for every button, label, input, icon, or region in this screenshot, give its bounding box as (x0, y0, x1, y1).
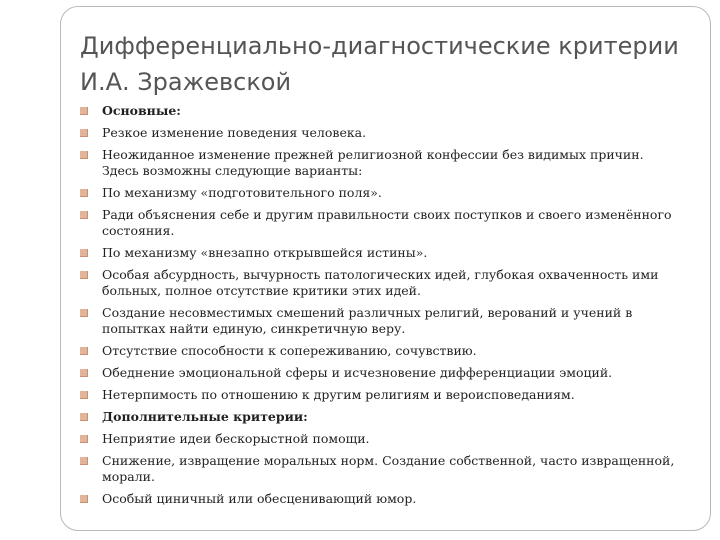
bullet-square-icon (80, 189, 88, 197)
bullet-square-icon (80, 391, 88, 399)
bullet-item (80, 103, 682, 119)
bullet-item (80, 409, 682, 425)
bullet-item (80, 491, 682, 507)
bullet-text: Отсутствие способности к сопереживанию, сочувствию. (102, 343, 477, 358)
bullet-square-icon (80, 413, 88, 421)
bullet-square-icon (80, 369, 88, 377)
bullet-text: Неожиданное изменение прежней религиозной конфессии без видимых причин. Здесь возможны следующие варианты: (102, 147, 644, 178)
bullet-item (80, 431, 682, 447)
bullet-text: Особая абсурдность, вычурность патологических идей, глубокая охваченность ими больных, полное отсутствие критики этих идей. (102, 267, 659, 298)
bullet-text: Основные: (102, 103, 181, 118)
bullet-text: Резкое изменение поведения человека. (102, 125, 367, 140)
bullet-item (80, 185, 682, 201)
bullet-list (80, 103, 682, 513)
bullet-square-icon (80, 495, 88, 503)
bullet-item (80, 125, 682, 141)
bullet-item (80, 245, 682, 261)
bullet-text: По механизму «внезапно открывшейся истины». (102, 245, 428, 260)
bullet-square-icon (80, 211, 88, 219)
bullet-text: Ради объяснения себе и другим правильности своих поступков и своего изменённого состояния. (102, 207, 672, 238)
bullet-square-icon (80, 249, 88, 257)
slide-title: Дифференциально-диагностические критерии И.А. Зражевской (80, 32, 679, 96)
bullet-text: Снижение, извращение моральных норм. Создание собственной, часто извращенной, морали. (102, 453, 675, 484)
bullet-square-icon (80, 309, 88, 317)
bullet-square-icon (80, 129, 88, 137)
bullet-square-icon (80, 151, 88, 159)
bullet-text: Дополнительные критерии: (102, 409, 308, 424)
bullet-text: По механизму «подготовительного поля». (102, 185, 382, 200)
bullet-text: Нетерпимость по отношению к другим религиям и вероисповеданиям. (102, 387, 575, 402)
bullet-item (80, 453, 682, 485)
bullet-square-icon (80, 347, 88, 355)
bullet-item (80, 147, 682, 179)
bullet-text: Обеднение эмоциональной сферы и исчезновение дифференциации эмоций. (102, 365, 613, 380)
bullet-item (80, 305, 682, 337)
bullet-text: Неприятие идеи бескорыстной помощи. (102, 431, 370, 446)
bullet-square-icon (80, 107, 88, 115)
bullet-item (80, 207, 682, 239)
bullet-item (80, 365, 682, 381)
bullet-square-icon (80, 271, 88, 279)
bullet-square-icon (80, 435, 88, 443)
bullet-item (80, 387, 682, 403)
bullet-text: Особый циничный или обесценивающий юмор. (102, 491, 417, 506)
bullet-item (80, 267, 682, 299)
bullet-item (80, 343, 682, 359)
bullet-text: Создание несовместимых смешений различных религий, верований и учений в попытках найти единую, синкретичную веру. (102, 305, 633, 336)
bullet-square-icon (80, 457, 88, 465)
